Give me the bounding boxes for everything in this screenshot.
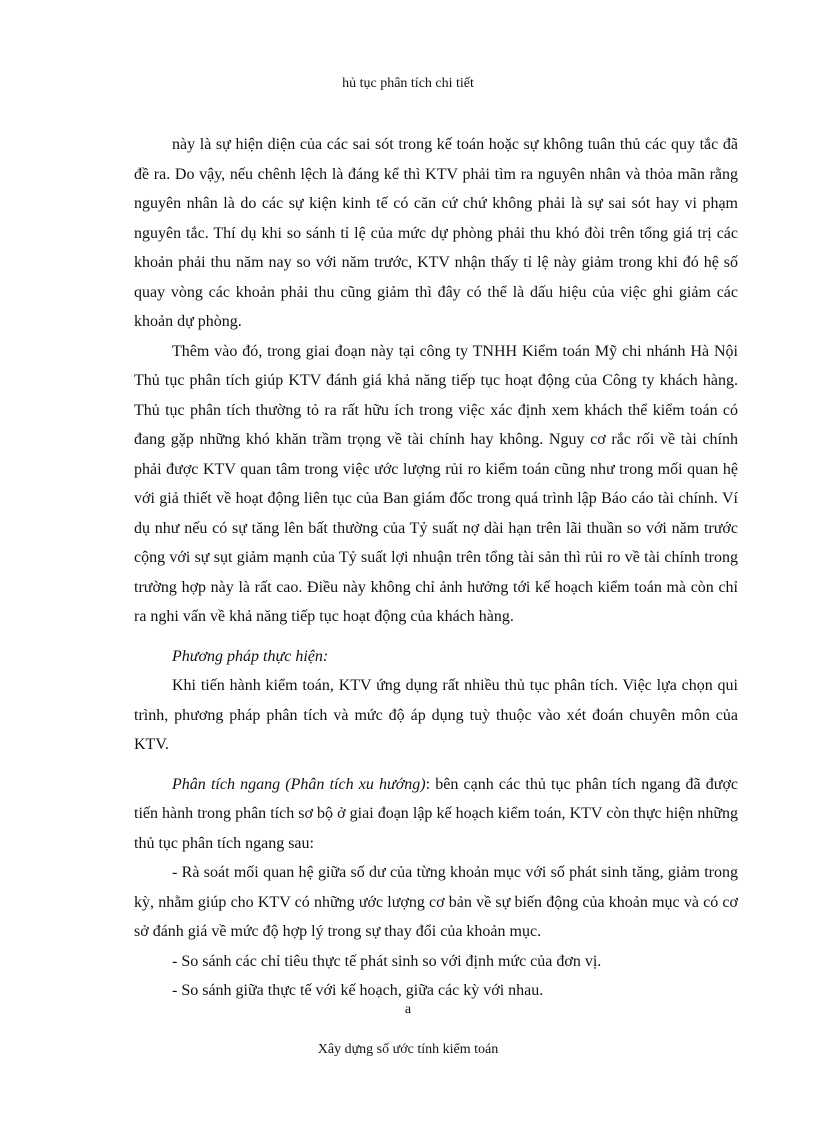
list-item: - Rà soát mối quan hệ giữa số dư của từng khoản mục với số phát sinh tăng, giảm trong kỳ, nhằm giúp cho KTV có những ước lượng cơ bản về sự biến động của khoản mục và có cơ sở đánh giá về mức độ hợp lý trong sự thay đổi của khoản mục. bbox=[134, 864, 738, 940]
method-heading-text: Phương pháp thực hiện: bbox=[172, 647, 329, 665]
paragraph-4 bbox=[134, 770, 738, 859]
horizontal-analysis-heading: Phân tích ngang (Phân tích xu hướng) bbox=[172, 775, 426, 793]
paragraph-4-text: : bên cạnh các thủ tục phân tích ngang đã được tiến hành trong phân tích sơ bộ ở giai đoạn lập kế hoạch kiểm toán, KTV còn thực hiện những thủ tục phân tích ngang sau: bbox=[134, 775, 739, 852]
running-footer: Xây dựng số ước tính kiểm toán bbox=[317, 1042, 499, 1057]
method-heading bbox=[134, 642, 738, 672]
running-header: hủ tục phân tích chi tiết bbox=[342, 76, 474, 91]
paragraph-2: Thêm vào đó, trong giai đoạn này tại công ty TNHH Kiểm toán Mỹ chi nhánh Hà Nội Thủ tục phân tích giúp KTV đánh giá khả năng tiếp tục hoạt động của Công ty khách hàng. Thủ tục phân tích thường tỏ ra rất hữu ích trong việc xác định xem khách thể kiểm toán có đang gặp những khó khăn trầm trọng về tài chính hay không. Nguy cơ rắc rối về tài chính phải được KTV quan tâm trong việc ước lượng rủi ro kiểm toán cũng như trong mối quan hệ với giả thiết về hoạt động liên tục của Ban giám đốc trong quá trình lập Báo cáo tài chính. Ví dụ như nếu có sự tăng lên bất thường của Tỷ suất nợ dài hạn trên lãi thuần so với năm trước cộng với sự sụt giảm mạnh của Tỷ suất lợi nhuận trên tổng tài sản thì rủi ro về tài chính trong trường hợp này là rất cao. Điều này không chỉ ảnh hưởng tới kế hoạch kiểm toán mà còn chỉ ra nghi vấn về khả năng tiếp tục hoạt động của khách hàng. bbox=[134, 342, 738, 625]
list-item: - So sánh giữa thực tế với kế hoạch, giữa các kỳ với nhau. bbox=[172, 982, 544, 999]
paragraph-1: này là sự hiện diện của các sai sót trong kế toán hoặc sự không tuân thủ các quy tắc đã đề ra. Do vậy, nếu chênh lệch là đáng kể thì KTV phải tìm ra nguyên nhân và thỏa mãn rằng nguyên nhân là do các sự kiện kinh tế có căn cứ chứ không phải là sự sai sót hay vi phạm nguyên tắc. Thí dụ khi so sánh tỉ lệ của mức dự phòng phải thu khó đòi trên tổng giá trị các khoản phải thu năm nay so với năm trước, KTV nhận thấy tỉ lệ này giảm trong khi đó hệ số quay vòng các khoản phải thu cũng giảm thì đây có thể là dấu hiệu của việc ghi giảm các khoản dự phòng. bbox=[134, 136, 738, 330]
page-mark: a bbox=[404, 1002, 412, 1017]
paragraph-3: Khi tiến hành kiểm toán, KTV ứng dụng rất nhiều thủ tục phân tích. Việc lựa chọn qui trình, phương pháp phân tích và mức độ áp dụng tuỳ thuộc vào xét đoán chuyên môn của KTV. bbox=[134, 677, 738, 753]
list-item: - So sánh các chỉ tiêu thực tế phát sinh so với định mức của đơn vị. bbox=[172, 952, 602, 970]
document-body bbox=[134, 130, 738, 1006]
